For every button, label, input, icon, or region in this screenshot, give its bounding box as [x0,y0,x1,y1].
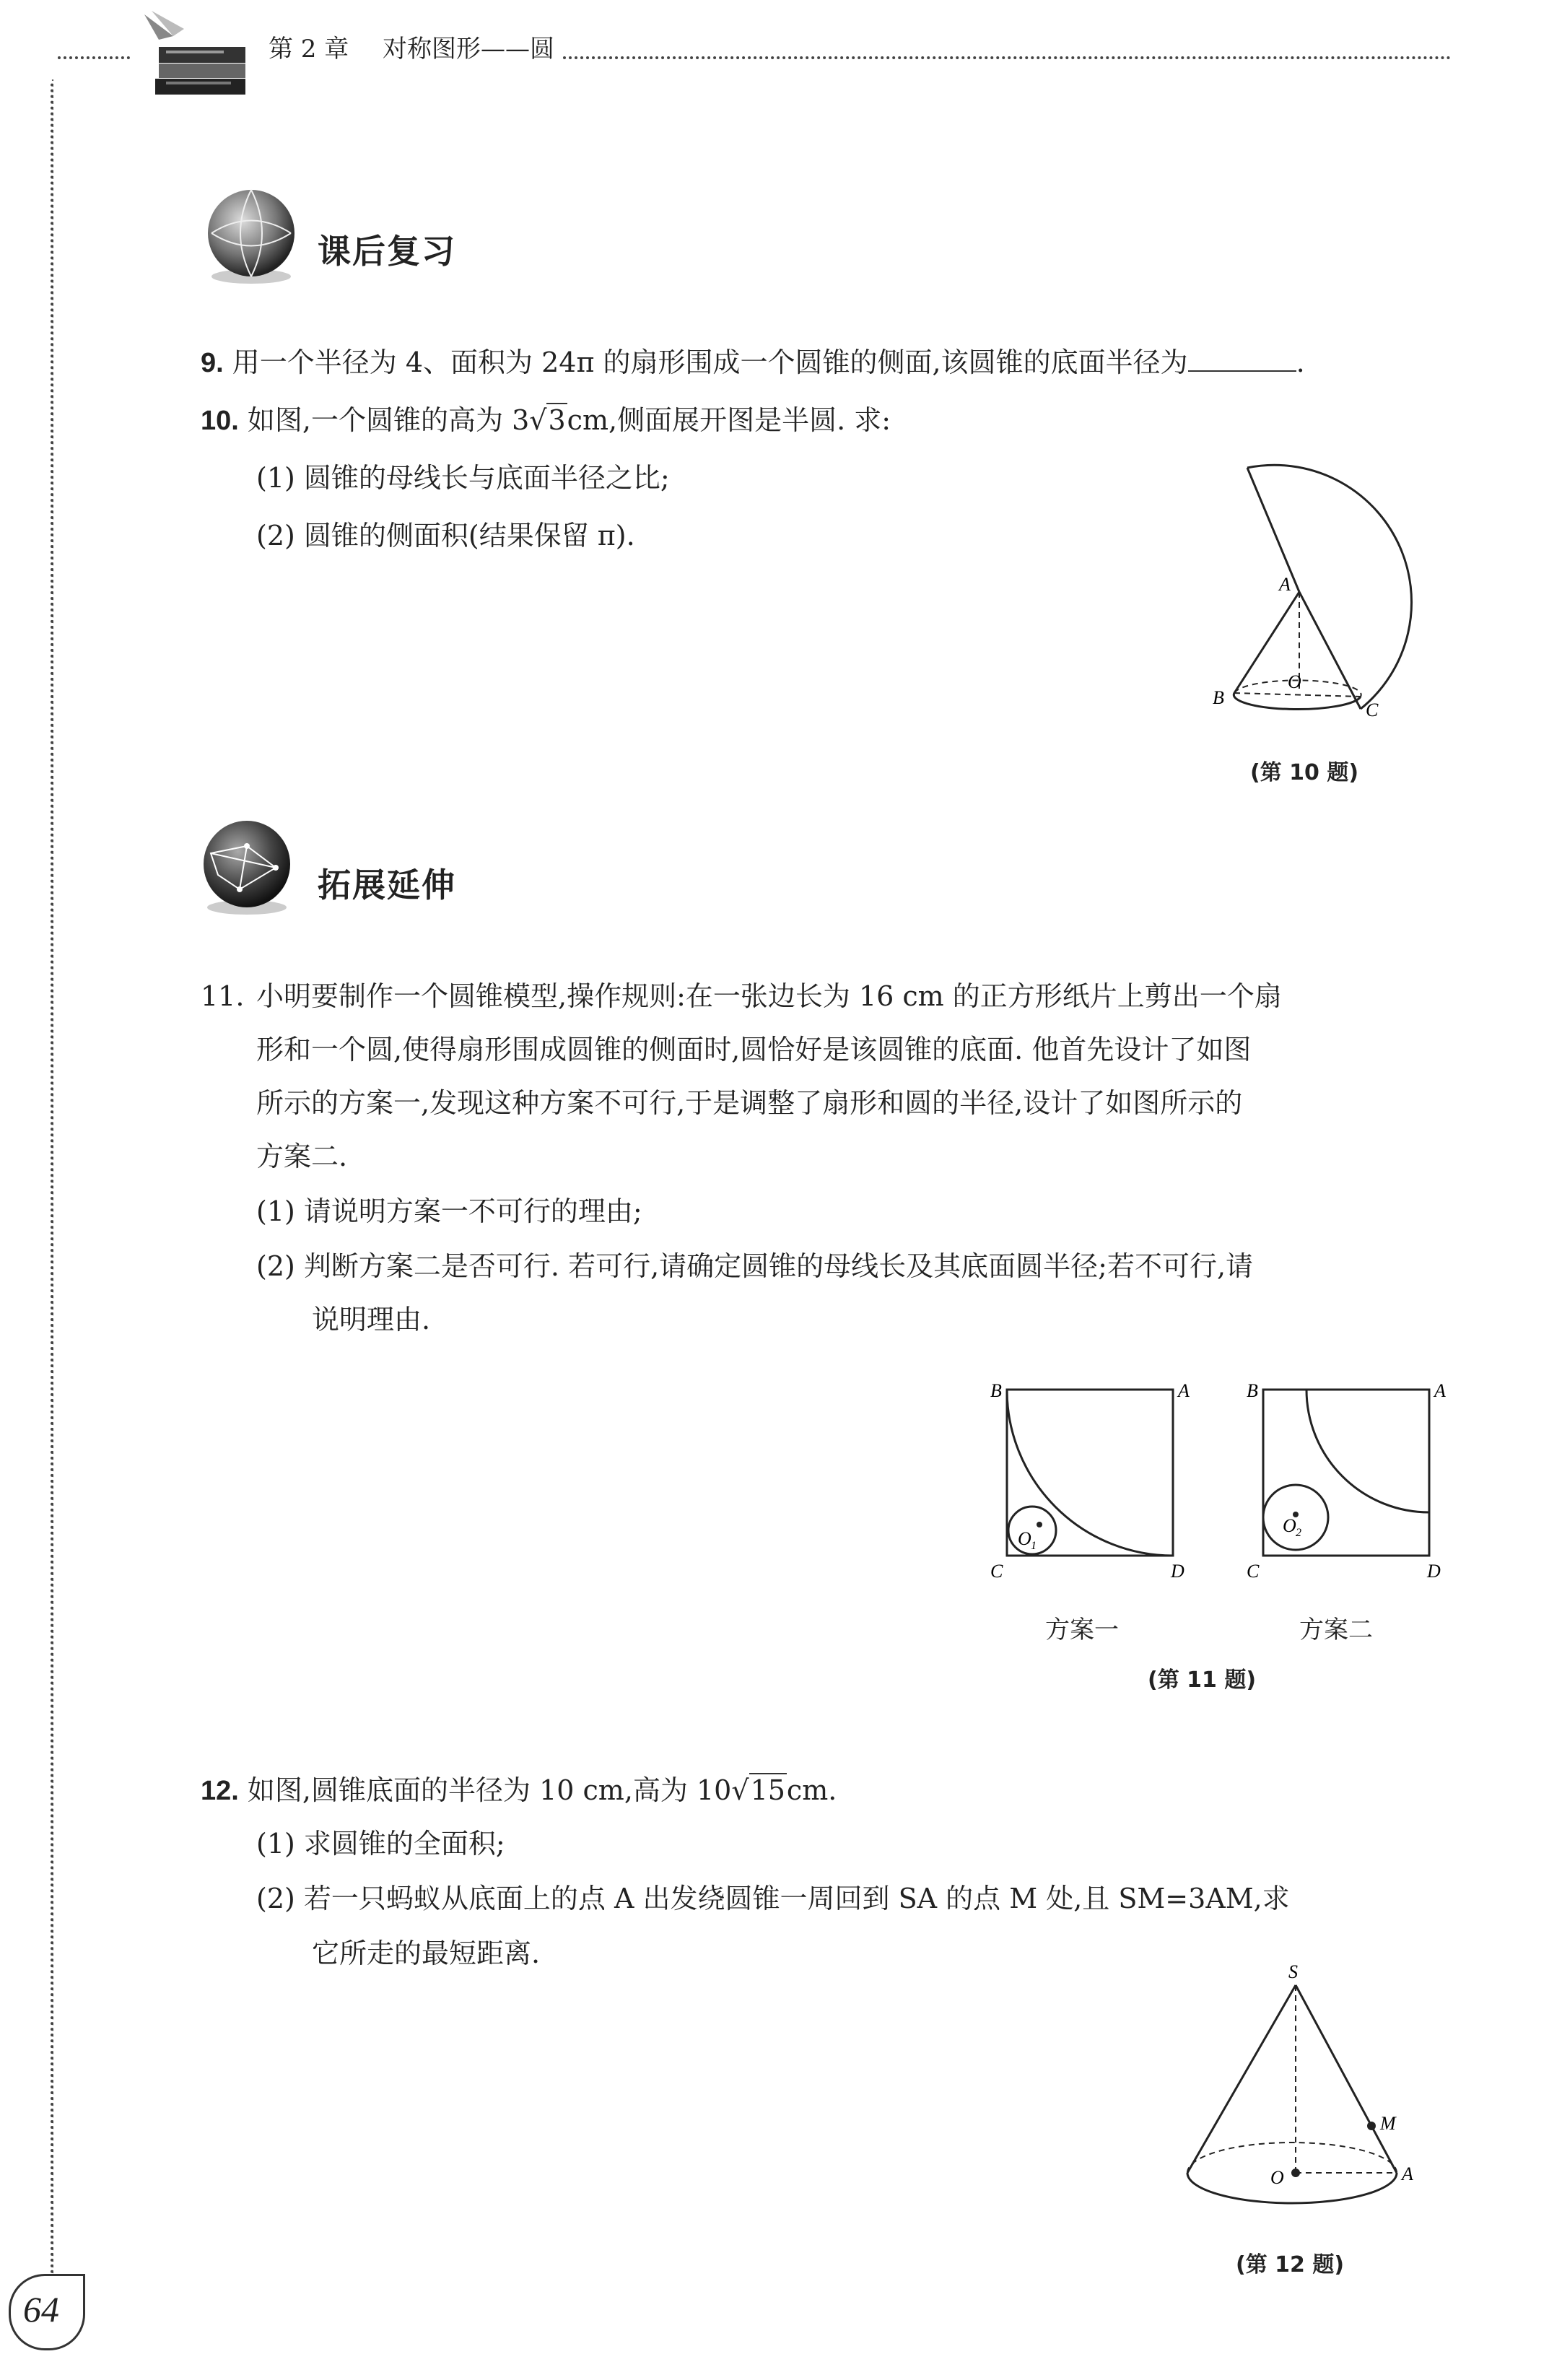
globe-icon [201,186,302,287]
question-11-line-1: 小明要制作一个圆锥模型,操作规则:在一张边长为 16 cm 的正方形纸片上剪出一个扇 [256,980,1282,1012]
question-11-line-4: 方案二. [256,1141,348,1172]
question-11-number: 11. [201,980,245,1012]
fig12-label-a: A [1402,2163,1413,2184]
answer-blank [1188,344,1296,372]
question-11-part-2-cont: 说明理由. [312,1304,431,1335]
plan-two-label: 方案二 [1299,1616,1373,1644]
header-dotted-line [563,56,1451,59]
question-11-line-2: 形和一个圆,使得扇形围成圆锥的侧面时,圆恰好是该圆锥的底面. 他首先设计了如图 [256,1034,1252,1065]
question-12-part-1: (1) 求圆锥的全面积; [256,1828,505,1860]
fig11a-label-d: D [1171,1561,1184,1582]
fig11b-label-d: D [1427,1561,1441,1582]
question-10-part-1: (1) 圆锥的母线长与底面半径之比; [256,462,670,494]
chapter-title: 对称图形——圆 [383,35,554,64]
question-10-number: 10. [201,406,239,436]
question-12-text-b: cm. [786,1774,837,1806]
plan-one-label: 方案一 [1045,1616,1119,1644]
fig12-label-o: O [1270,2167,1284,2188]
fig10-label-a: A [1279,574,1291,595]
question-10-sqrt: 3 [548,404,566,436]
question-12: 12. 如图,圆锥底面的半径为 10 cm,高为 10√15cm. [201,1774,837,1806]
page-number: 64 [23,2289,59,2329]
question-10: 10. 如图,一个圆锥的高为 3√3cm,侧面展开图是半圆. 求: [201,404,891,436]
figure-12-caption: (第 12 题) [1236,2252,1345,2277]
left-dotted-line-top [58,56,130,59]
fig11a-label-a: A [1178,1380,1190,1401]
figure-10-caption: (第 10 题) [1250,760,1359,785]
question-11-part-2: (2) 判断方案二是否可行. 若可行,请确定圆锥的母线长及其底面圆半径;若不可行,请 [256,1250,1254,1282]
fig10-label-o: O [1288,671,1301,692]
fig11a-label-c: C [990,1561,1003,1582]
figure-11-plan-two [1238,1372,1469,1595]
fig11b-label-b: B [1247,1380,1258,1401]
figure-11-caption: (第 11 题) [1148,1668,1257,1693]
fig12-label-m: M [1380,2113,1396,2134]
question-12-part-2-cont: 它所走的最短距离. [312,1937,541,1969]
book-stack-icon [130,7,260,101]
figure-11-plan-one [982,1372,1213,1595]
fig11b-label-o: O [1283,1515,1296,1536]
question-9-period: . [1296,346,1305,378]
fig10-label-b: B [1213,687,1224,708]
question-11-part-1: (1) 请说明方案一不可行的理由; [256,1195,642,1227]
question-9-text: 用一个半径为 4、面积为 24π 的扇形围成一个圆锥的侧面,该圆锥的底面半径为 [232,346,1188,378]
question-11-line-3: 所示的方案一,发现这种方案不可行,于是调整了扇形和圆的半径,设计了如图所示的 [256,1087,1243,1119]
fig11a-label-b: B [990,1380,1002,1401]
fig11a-label-o: O [1018,1528,1031,1549]
question-12-number: 12. [201,1776,239,1806]
question-10-part-2: (2) 圆锥的侧面积(结果保留 π). [256,520,635,552]
figure-10-cone-net [1198,448,1458,736]
question-12-sqrt: 15 [750,1774,785,1806]
section-title-extension: 拓展延伸 [318,866,456,905]
fig11b-label-sub: 2 [1296,1527,1301,1539]
question-12-text-a: 如图,圆锥底面的半径为 10 cm,高为 10 [247,1774,732,1806]
fig11b-label-c: C [1247,1561,1260,1582]
fig10-label-c: C [1366,699,1379,720]
question-10-text-b: cm,侧面展开图是半圆. 求: [567,404,891,436]
fig11b-label-a: A [1434,1380,1446,1401]
fig12-label-s: S [1288,1961,1298,1982]
question-10-text-a: 如图,一个圆锥的高为 3 [247,404,530,436]
network-globe-icon [196,817,297,918]
left-dotted-margin [51,79,53,2274]
question-12-part-2: (2) 若一只蚂蚁从底面上的点 A 出发绕圆锥一周回到 SA 的点 M 处,且 SM=3AM,求 [256,1883,1290,1914]
fig11a-label-sub: 1 [1031,1540,1037,1552]
chapter-label: 第 2 章 [269,35,349,64]
section-title-review: 课后复习 [318,232,456,271]
question-9 [201,344,1305,382]
question-9-number: 9. [201,348,224,378]
figure-12-cone [1169,1956,1444,2223]
